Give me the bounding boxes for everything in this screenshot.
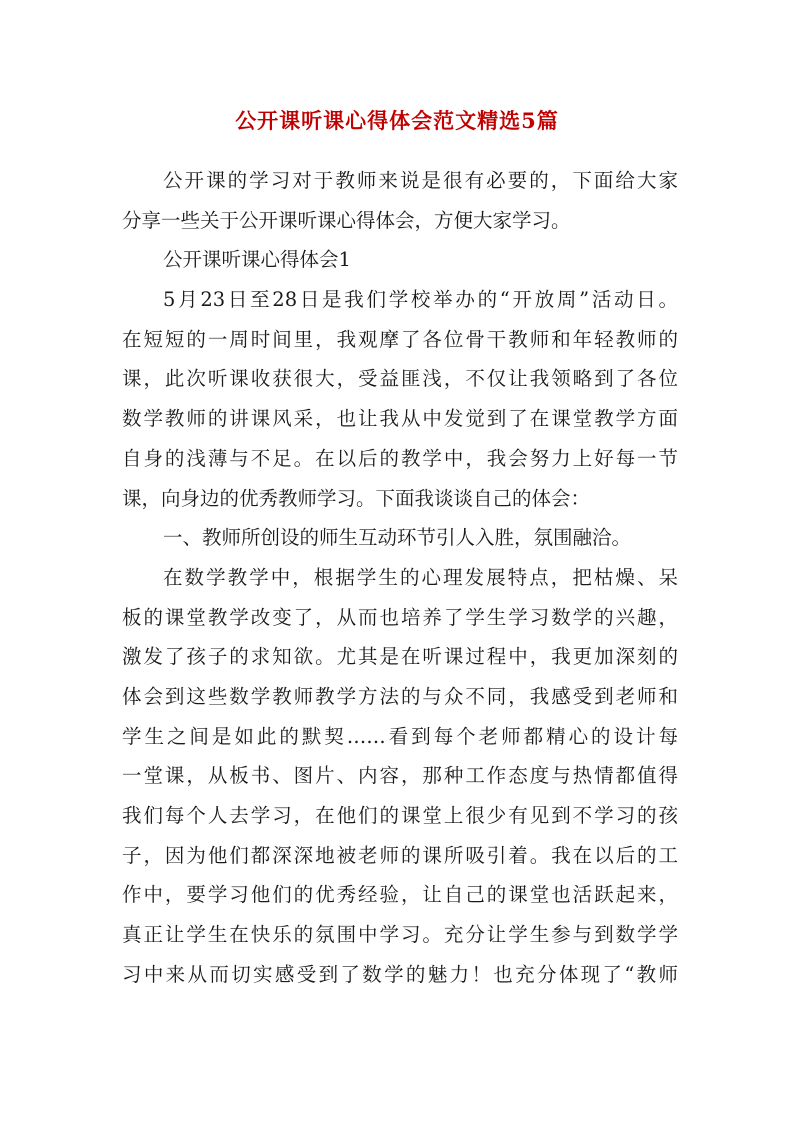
text-line: 学生之间是如此的默契……看到每个老师都精心的设计每 bbox=[122, 724, 678, 748]
text-line: 激发了孩子的求知欲。尤其是在听课过程中，我更加深刻的 bbox=[122, 645, 678, 669]
document-title: 公开课听课心得体会范文精选5篇 bbox=[235, 108, 559, 133]
text-line: 自身的浅薄与不足。在以后的教学中，我会努力上好每一节 bbox=[122, 446, 678, 470]
text-line: 作中，要学习他们的优秀经验，让自己的课堂也活跃起来， bbox=[122, 883, 678, 907]
text-line: 习中来从而切实感受到了数学的魅力！也充分体现了“教师 bbox=[122, 962, 678, 986]
text-line: 公开课的学习对于教师来说是很有必要的，下面给大家 bbox=[163, 169, 678, 192]
text-line: 一堂课，从板书、图片、内容，那种工作态度与热情都值得 bbox=[122, 764, 678, 788]
text-line: 板的课堂教学改变了，从而也培养了学生学习数学的兴趣， bbox=[122, 605, 678, 629]
text-line: 课，此次听课收获很大，受益匪浅，不仅让我领略到了各位 bbox=[122, 367, 678, 391]
text-line: 在短短的一周时间里，我观摩了各位骨干教师和年轻教师的 bbox=[122, 327, 678, 351]
text-line: 分享一些关于公开课听课心得体会，方便大家学习。 bbox=[122, 208, 571, 232]
text-line: 数学教师的讲课风采，也让我从中发觉到了在课堂教学方面 bbox=[122, 407, 678, 431]
text-line: 真正让学生在快乐的氛围中学习。充分让学生参与到数学学 bbox=[122, 923, 678, 947]
document-body bbox=[122, 161, 678, 994]
text-line: 5月23日至28日是我们学校举办的“开放周”活动日。 bbox=[163, 288, 678, 312]
text-line: 一、教师所创设的师生互动环节引人入胜，氛围融洽。 bbox=[163, 526, 632, 550]
text-line: 体会到这些数学教师教学方法的与众不同，我感受到老师和 bbox=[122, 684, 678, 708]
text-line: 公开课听课心得体会1 bbox=[163, 248, 351, 272]
text-line: 我们每个人去学习，在他们的课堂上很少有见到不学习的孩 bbox=[122, 804, 678, 827]
text-line: 课，向身边的优秀教师学习。下面我谈谈自己的体会： bbox=[122, 486, 591, 510]
text-line: 子，因为他们都深深地被老师的课所吸引着。我在以后的工 bbox=[122, 843, 678, 867]
text-line: 在数学教学中，根据学生的心理发展特点，把枯燥、呆 bbox=[163, 565, 678, 589]
